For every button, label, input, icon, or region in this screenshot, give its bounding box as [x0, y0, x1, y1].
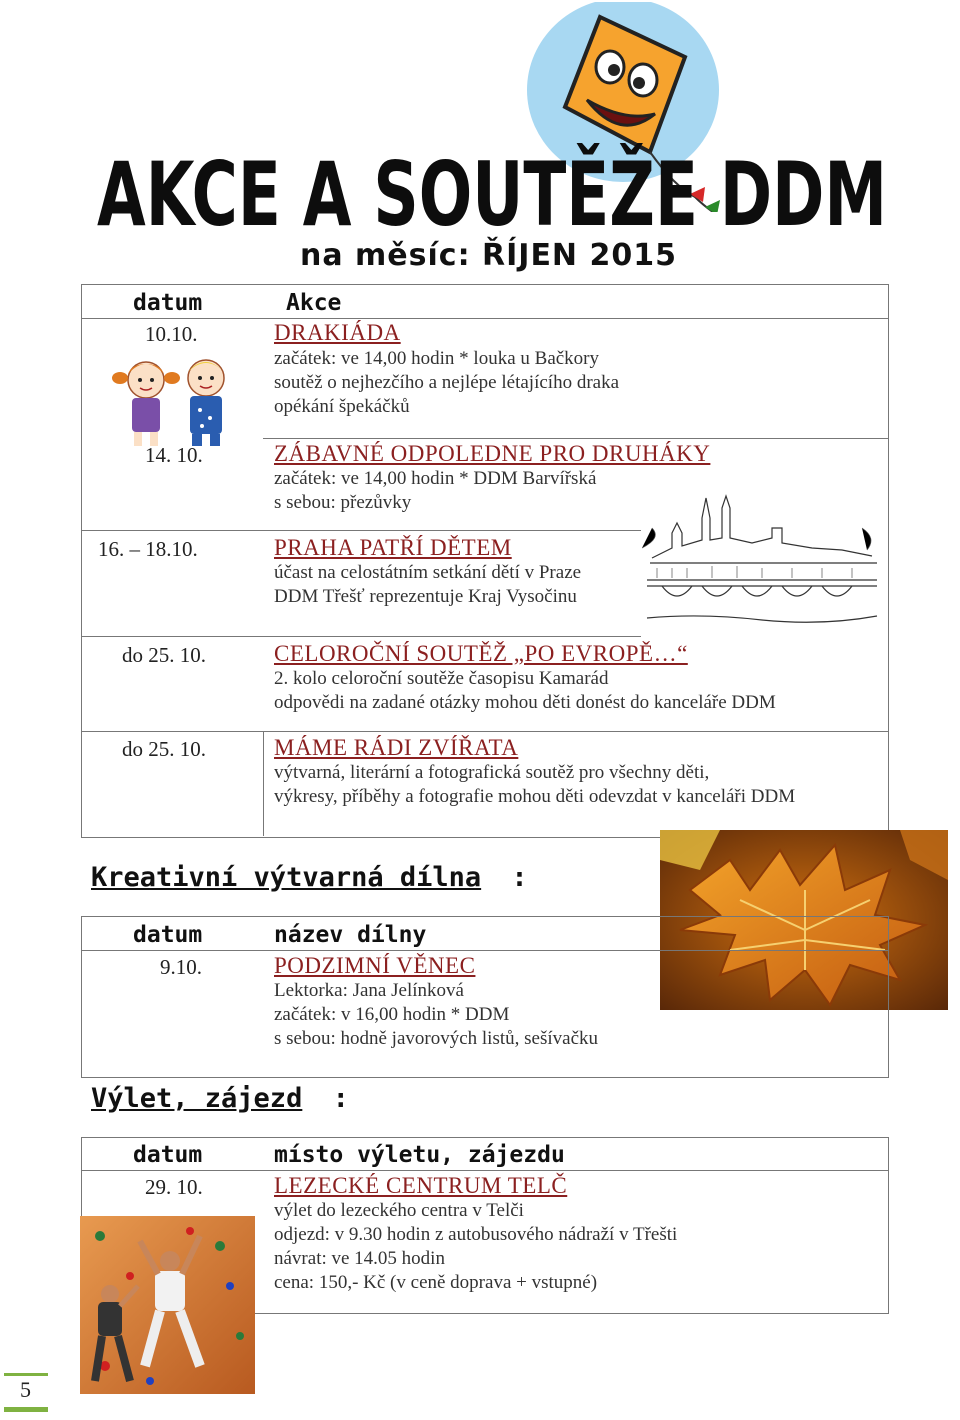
children-illustration [110, 352, 240, 450]
event-line: začátek: ve 14,00 hodin * louka u Bačkory [274, 348, 600, 369]
table-divider [81, 530, 641, 531]
trip-line: výlet do lezeckého centra v Telči [274, 1200, 524, 1221]
climbing-wall-photo [80, 1216, 255, 1394]
workshop-title: PODZIMNÍ VĚNEC [274, 953, 476, 978]
event-line: DDM Třešť reprezentuje Kraj Vysočinu [274, 586, 577, 607]
workshop-col-date: datum [133, 922, 203, 948]
page-subtitle: na měsíc: ŘÍJEN 2015 [300, 238, 677, 273]
table-divider [81, 1170, 888, 1171]
event-title: CELOROČNÍ SOUTĚŽ „PO EVROPĚ…“ [274, 641, 688, 666]
event-date: do 25. 10. [122, 643, 206, 667]
prague-castle-sketch [642, 488, 882, 636]
workshop-col-name: název dílny [274, 922, 427, 948]
event-line: výtvarná, literární a fotografická soutěž pro všechny děti, [274, 762, 710, 783]
trip-col-date: datum [133, 1142, 203, 1168]
event-line: odpovědi na zadané otázky mohou děti donést do kanceláře DDM [274, 692, 776, 713]
event-date: 10.10. [145, 322, 198, 346]
event-title: ZÁBAVNÉ ODPOLEDNE PRO DRUHÁKY [274, 441, 711, 466]
workshop-line: Lektorka: Jana Jelínková [274, 980, 464, 1001]
table-divider [81, 318, 888, 319]
svg-text:AKCE A SOUTĚŽE DDM: AKCE A SOUTĚŽE DDM [97, 143, 887, 240]
event-line: 2. kolo celoroční soutěže časopisu Kamarád [274, 668, 609, 689]
trip-date: 29. 10. [145, 1175, 203, 1199]
event-date: do 25. 10. [122, 737, 206, 761]
table-divider [263, 732, 264, 836]
trip-line: cena: 150,- Kč (v ceně doprava + vstupné) [274, 1272, 598, 1293]
trip-heading: Výlet, zájezd : [91, 1083, 349, 1114]
events-col-event: Akce [286, 290, 342, 316]
workshop-line: začátek: v 16,00 hodin * DDM [274, 1004, 510, 1025]
table-divider [81, 950, 888, 951]
event-line: začátek: ve 14,00 hodin * DDM Barvířská [274, 468, 597, 489]
event-title: PRAHA PATŘÍ DĚTEM [274, 535, 512, 560]
event-date: 14. 10. [145, 443, 203, 467]
table-divider [81, 731, 888, 732]
table-divider [263, 438, 888, 439]
event-title: DRAKIÁDA [274, 320, 401, 345]
workshop-date: 9.10. [160, 955, 202, 979]
trip-line: návrat: ve 14.05 hodin [274, 1248, 445, 1269]
page-title [92, 140, 892, 240]
trip-title: LEZECKÉ CENTRUM TELČ [274, 1173, 568, 1198]
event-line: účast na celostátním setkání dětí v Praze [274, 562, 582, 583]
event-line: soutěž o nejhezčího a nejlépe létajícího draka [274, 372, 620, 393]
workshop-heading: Kreativní výtvarná dílna : [91, 862, 528, 893]
event-date: 16. – 18.10. [98, 537, 198, 561]
table-divider [81, 636, 641, 637]
trip-line: odjezd: v 9.30 hodin z autobusového nádraží v Třešti [274, 1224, 678, 1245]
event-line: výkresy, příběhy a fotografie mohou děti odevzdat v kanceláři DDM [274, 786, 796, 807]
events-col-date: datum [133, 290, 203, 316]
event-title: MÁME RÁDI ZVÍŘATA [274, 735, 519, 760]
workshop-line: s sebou: hodně javorových listů, sešívačku [274, 1028, 599, 1049]
page-number: 5 [20, 1377, 31, 1402]
event-line: opékání špekáčků [274, 396, 410, 417]
trip-col-place: místo výletu, zájezdu [274, 1142, 565, 1168]
event-line: s sebou: přezůvky [274, 492, 412, 513]
